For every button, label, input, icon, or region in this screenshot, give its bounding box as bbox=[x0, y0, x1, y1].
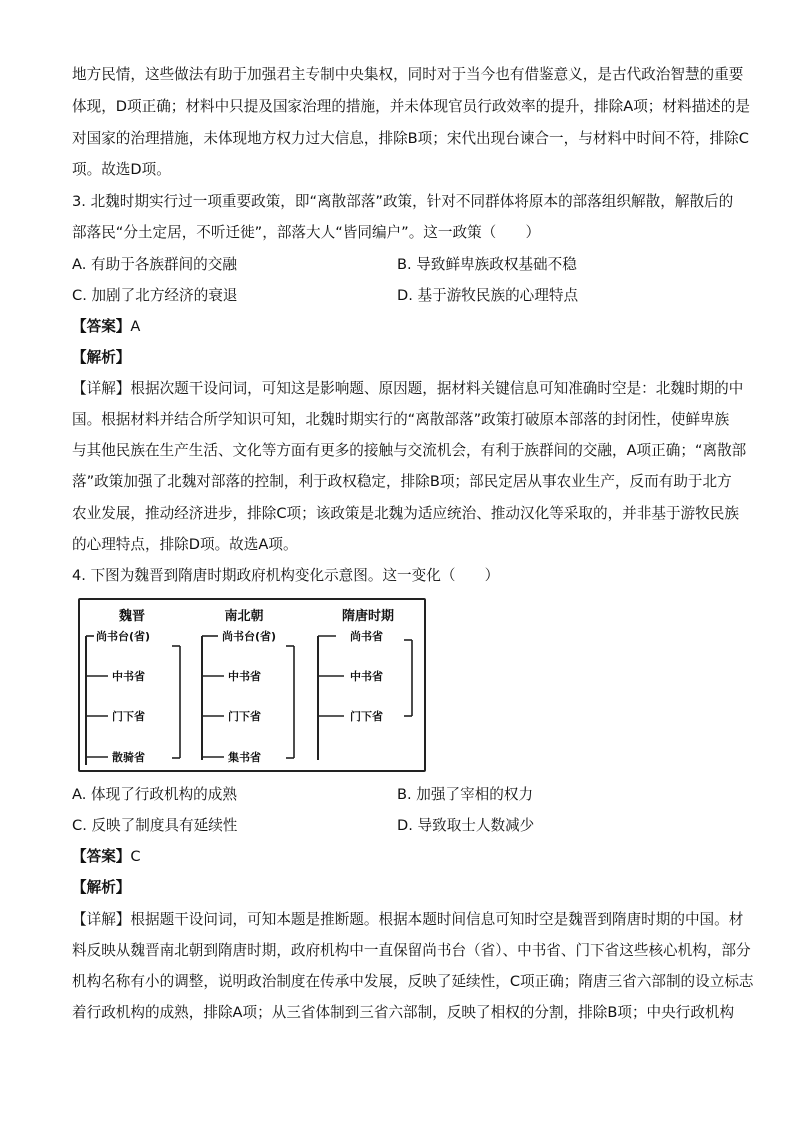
diagram-col-title-weijin: 魏晋 bbox=[118, 609, 146, 624]
q3-option-d: D. 基于游牧民族的心理特点 bbox=[397, 287, 579, 304]
q3-answer bbox=[72, 317, 140, 337]
q3-detail-line-1: 【详解】根据次题干设问词，可知这是影响题、原因题，据材料关键信息可知准确时空是：北魏时期的中 bbox=[72, 380, 744, 397]
q3-detail-line-2: 国。根据材料并结合所学知识可知，北魏时期实行的“离散部落”政策打破原本部落的封闭性，使鲜卑族 bbox=[72, 411, 730, 428]
diagram-col-title-suitang: 隋唐时期 bbox=[341, 609, 395, 624]
q3-detail-line-4: 落”政策加强了北魏对部落的控制，利于政权稳定，排除B项；部民定居从事农业生产，反而有助于北方 bbox=[72, 473, 732, 490]
diagram-col3-item-2: 中书省 bbox=[350, 670, 383, 683]
q4-detail-line-3: 机构名称有小的调整，说明政治制度在传承中发展，反映了延续性，C项正确；隋唐三省六部制的设立标志 bbox=[72, 973, 754, 990]
diagram-col3-item-3: 门下省 bbox=[350, 710, 383, 723]
diagram-col1-item-3: 门下省 bbox=[112, 710, 145, 723]
diagram-col-title-nanbeichao: 南北朝 bbox=[224, 609, 264, 624]
diagram-col1-item-1: 尚书台(省) bbox=[96, 630, 151, 643]
q3-detail-line-5: 农业发展，推动经济进步，排除C项；该政策是北魏为适应统治、推动汉化等采取的，并非基于游牧民族 bbox=[72, 505, 739, 522]
q3-option-a: A. 有助于各族群间的交融 bbox=[72, 256, 237, 273]
government-structure-diagram bbox=[78, 598, 426, 772]
diagram-col1-item-2: 中书省 bbox=[112, 670, 145, 683]
q4-option-a: A. 体现了行政机构的成熟 bbox=[72, 786, 237, 803]
q4-detail-line-1: 【详解】根据题干设问词，可知本题是推断题。根据本题时间信息可知时空是魏晋到隋唐时期的中国。材 bbox=[72, 911, 744, 928]
q4-detail-line-4: 着行政机构的成熟，排除A项；从三省体制到三省六部制，反映了相权的分割，排除B项；中央行政机构 bbox=[72, 1004, 735, 1021]
intro-line-1: 地方民情，这些做法有助于加强君主专制中央集权，同时对于当今也有借鉴意义，是古代政治智慧的重要 bbox=[72, 66, 744, 83]
q4-answer-label: 【答案】 bbox=[72, 848, 131, 865]
diagram-col1-item-4: 散骑省 bbox=[112, 751, 145, 764]
intro-line-4: 项。故选D项。 bbox=[72, 161, 171, 178]
q4-option-b: B. 加强了宰相的权力 bbox=[397, 786, 534, 803]
q4-option-c: C. 反映了制度具有延续性 bbox=[72, 817, 238, 834]
diagram-svg bbox=[80, 600, 424, 770]
q3-answer-value: A bbox=[130, 318, 141, 335]
q3-analysis-label: 【解析】 bbox=[72, 349, 131, 366]
q3-option-c: C. 加剧了北方经济的衰退 bbox=[72, 287, 238, 304]
q4-answer bbox=[72, 847, 141, 867]
q4-stem: 4. 下图为魏晋到隋唐时期政府机构变化示意图。这一变化（ ） bbox=[72, 567, 500, 584]
diagram-col3-item-1: 尚书省 bbox=[350, 630, 383, 643]
diagram-col2-item-4: 集书省 bbox=[228, 751, 261, 764]
q4-analysis-label: 【解析】 bbox=[72, 879, 131, 896]
q4-detail-line-2: 料反映从魏晋南北朝到隋唐时期，政府机构中一直保留尚书台（省）、中书省、门下省这些核心机构，部分 bbox=[72, 942, 751, 959]
q4-answer-value: C bbox=[130, 848, 141, 865]
q3-detail-line-6: 的心理特点，排除D项。故选A项。 bbox=[72, 536, 298, 553]
diagram-col2-item-2: 中书省 bbox=[228, 670, 261, 683]
q3-detail-line-3: 与其他民族在生产生活、文化等方面有更多的接触与交流机会，有利于族群间的交融，A项正确；“离散部 bbox=[72, 442, 747, 459]
q3-stem-line-1: 3. 北魏时期实行过一项重要政策，即“离散部落”政策，针对不同群体将原本的部落组织解散，解散后的 bbox=[72, 193, 734, 210]
diagram-col2-item-1: 尚书台(省) bbox=[222, 630, 277, 643]
q3-option-b: B. 导致鲜卑族政权基础不稳 bbox=[397, 256, 577, 273]
intro-line-2: 体现，D项正确；材料中只提及国家治理的措施，并未体现官员行政效率的提升，排除A项；材料描述的是 bbox=[72, 98, 750, 115]
diagram-col2-item-3: 门下省 bbox=[228, 710, 261, 723]
q3-answer-label: 【答案】 bbox=[72, 318, 131, 335]
intro-line-3: 对国家的治理措施，未体现地方权力过大信息，排除B项；宋代出现台谏合一，与材料中时间不符，排除C bbox=[72, 130, 749, 147]
q3-stem-line-2: 部落民“分土定居，不听迁徙”，部落大人“皆同编户”。这一政策（ ） bbox=[72, 224, 541, 241]
q4-option-d: D. 导致取士人数减少 bbox=[397, 817, 535, 834]
